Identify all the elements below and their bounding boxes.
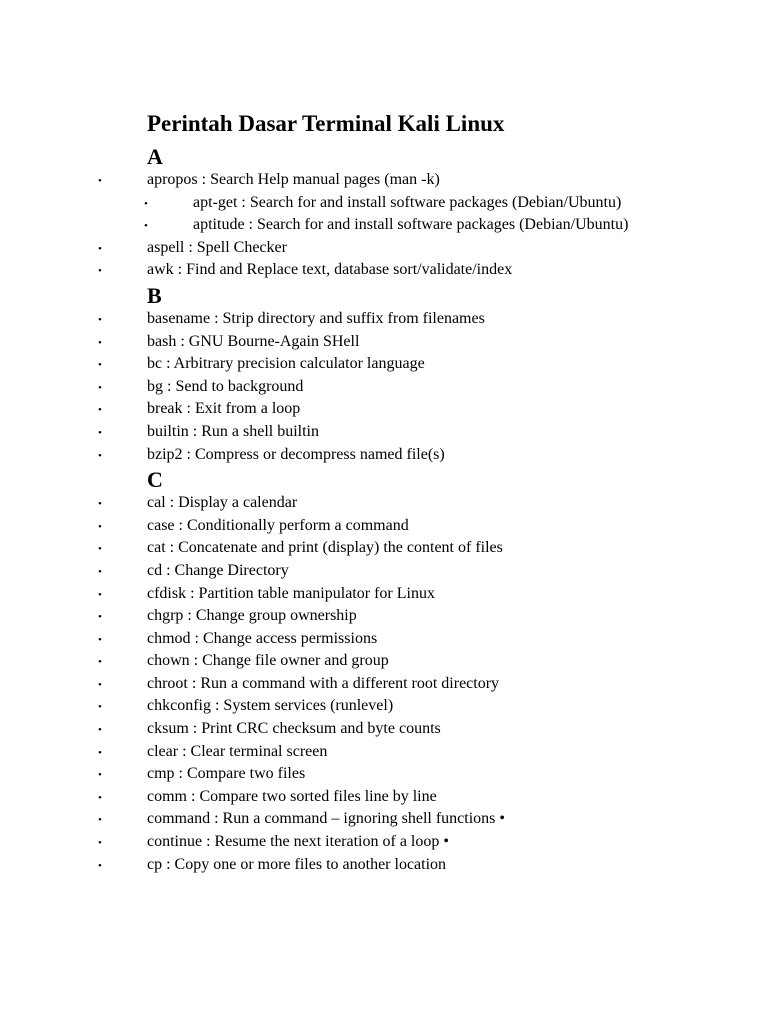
command-description: comm : Compare two sorted files line by line [147, 787, 437, 805]
bullet-icon: • [98, 724, 102, 737]
bullet-icon: • [98, 175, 102, 187]
command-description: apt-get : Search for and install software packages (Debian/Ubuntu) [193, 193, 622, 211]
command-description: case : Conditionally perform a command [147, 516, 409, 534]
command-description: aspell : Spell Checker [147, 238, 287, 256]
list-item [98, 651, 747, 671]
bullet-icon: • [98, 837, 102, 850]
list-item [98, 674, 747, 694]
bullet-icon: • [98, 791, 102, 804]
command-description: basename : Strip directory and suffix from filenames [147, 309, 485, 327]
command-list [98, 493, 747, 875]
bullet-icon: • [98, 498, 102, 511]
list-item [98, 377, 747, 397]
list-item [98, 238, 747, 258]
section-heading: B [147, 282, 162, 308]
bullet-icon: • [98, 242, 102, 255]
section-heading: C [147, 467, 163, 493]
bullet-icon: • [98, 611, 102, 624]
command-list [98, 309, 747, 465]
command-description: chmod : Change access permissions [147, 629, 378, 647]
bullet-icon: • [98, 426, 102, 439]
command-description: chgrp : Change group ownership [147, 607, 357, 625]
list-item [98, 170, 747, 190]
command-description: apropos : Search Help manual pages (man -k) [147, 171, 440, 188]
list-item [144, 193, 747, 213]
list-item [98, 629, 747, 649]
list-item [98, 832, 747, 852]
bullet-icon: • [98, 656, 102, 669]
command-description: bg : Send to background [147, 377, 304, 395]
section-c [98, 467, 747, 875]
section-a [98, 144, 747, 280]
command-description: command : Run a command – ignoring shell functions • [147, 810, 505, 828]
list-item [98, 399, 747, 419]
bullet-icon: • [144, 220, 148, 233]
list-item [144, 215, 747, 235]
bullet-icon: • [98, 588, 102, 601]
document-page [98, 108, 747, 877]
list-item [98, 584, 747, 604]
list-item [98, 809, 747, 829]
list-item [98, 606, 747, 626]
bullet-icon: • [98, 543, 102, 556]
command-description: awk : Find and Replace text, database sort/validate/index [147, 261, 513, 279]
bullet-icon: • [98, 814, 102, 827]
command-list [98, 170, 747, 280]
list-item [98, 422, 747, 442]
command-description: cmp : Compare two files [147, 765, 306, 783]
command-description: break : Exit from a loop [147, 400, 301, 418]
list-item [98, 696, 747, 716]
list-item [98, 742, 747, 762]
list-item [98, 855, 747, 875]
command-description: cal : Display a calendar [147, 494, 298, 512]
list-item [98, 516, 747, 536]
list-item [98, 332, 747, 352]
list-item [98, 354, 747, 374]
command-description: cd : Change Directory [147, 561, 289, 579]
command-description: continue : Resume the next iteration of a loop • [147, 833, 449, 851]
list-item [98, 260, 747, 280]
bullet-icon: • [98, 520, 102, 533]
bullet-icon: • [98, 859, 102, 872]
bullet-icon: • [98, 449, 102, 462]
bullet-icon: • [98, 678, 102, 691]
command-description: bash : GNU Bourne-Again SHell [147, 332, 360, 350]
command-description: builtin : Run a shell builtin [147, 422, 319, 440]
section-b [98, 282, 747, 465]
document-title: Perintah Dasar Terminal Kali Linux [147, 111, 505, 136]
list-item [98, 538, 747, 558]
list-item [98, 787, 747, 807]
bullet-icon: • [98, 746, 102, 759]
list-item [98, 493, 747, 513]
bullet-icon: • [98, 404, 102, 417]
list-item [98, 719, 747, 739]
command-description: cfdisk : Partition table manipulator for Linux [147, 584, 435, 602]
list-item [98, 309, 747, 329]
list-item [98, 764, 747, 784]
bullet-icon: • [98, 633, 102, 646]
bullet-icon: • [98, 313, 102, 326]
command-description: chown : Change file owner and group [147, 652, 389, 670]
command-description: clear : Clear terminal screen [147, 742, 328, 760]
command-description: cat : Concatenate and print (display) the content of files [147, 539, 503, 557]
bullet-icon: • [98, 701, 102, 714]
bullet-icon: • [98, 565, 102, 578]
bullet-icon: • [98, 265, 102, 278]
command-description: bzip2 : Compress or decompress named file(s) [147, 445, 445, 463]
sections-container [98, 144, 747, 875]
command-description: chkconfig : System services (runlevel) [147, 697, 394, 715]
bullet-icon: • [144, 197, 148, 210]
bullet-icon: • [98, 336, 102, 349]
bullet-icon: • [98, 359, 102, 372]
list-item [98, 561, 747, 581]
command-description: aptitude : Search for and install software packages (Debian/Ubuntu) [193, 216, 629, 234]
list-item [98, 445, 747, 465]
command-description: cksum : Print CRC checksum and byte counts [147, 720, 441, 738]
section-heading: A [147, 144, 163, 169]
command-description: chroot : Run a command with a different root directory [147, 674, 500, 692]
command-description: cp : Copy one or more files to another location [147, 855, 447, 873]
bullet-icon: • [98, 769, 102, 782]
command-description: bc : Arbitrary precision calculator language [147, 355, 425, 373]
bullet-icon: • [98, 381, 102, 394]
